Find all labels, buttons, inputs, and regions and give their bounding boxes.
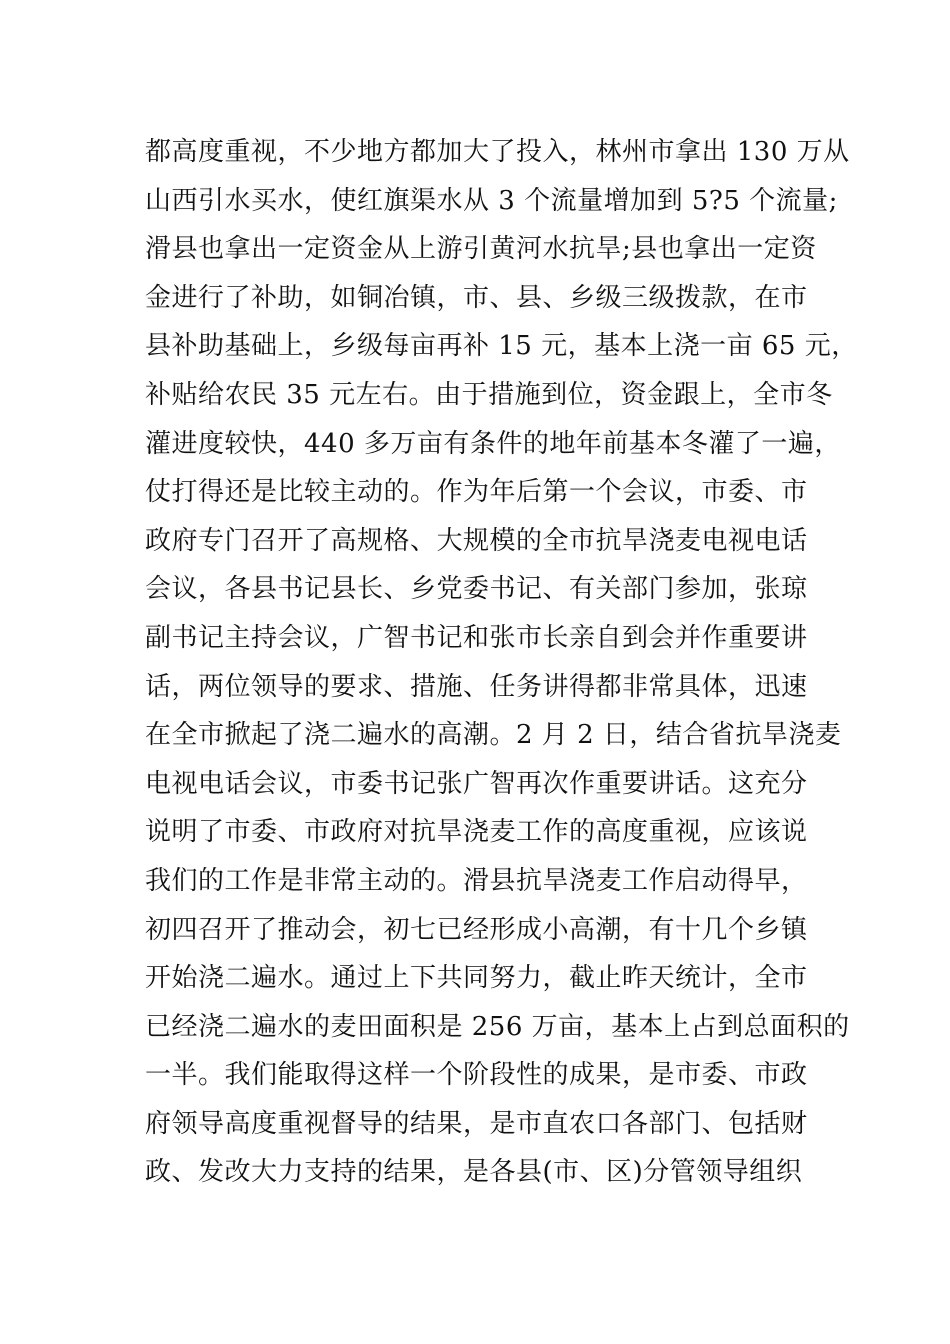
- text-line: 补贴给农民 35 元左右。由于措施到位，资金跟上，全市冬: [145, 379, 833, 410]
- text-line: 在全市掀起了浇二遍水的高潮。2 月 2 日，结合省抗旱浇麦: [145, 720, 842, 751]
- text-line: 我们的工作是非常主动的。滑县抗旱浇麦工作启动得早，: [145, 865, 808, 896]
- text-line: 说明了市委、市政府对抗旱浇麦工作的高度重视，应该说: [145, 817, 808, 848]
- text-line: 副书记主持会议，广智书记和张市长亲自到会并作重要讲: [145, 622, 808, 653]
- text-line: 政府专门召开了高规格、大规模的全市抗旱浇麦电视电话: [145, 525, 808, 556]
- text-line: 电视电话会议，市委书记张广智再次作重要讲话。这充分: [145, 768, 808, 799]
- text-line: 府领导高度重视督导的结果，是市直农口各部门、包括财: [145, 1108, 808, 1139]
- body-text: [145, 128, 858, 1197]
- text-line: 一半。我们能取得这样一个阶段性的成果，是市委、市政: [145, 1060, 808, 1091]
- text-line: 山西引水买水，使红旗渠水从 3 个流量增加到 5?5 个流量;: [145, 185, 838, 216]
- text-line: 滑县也拿出一定资金从上游引黄河水抗旱;县也拿出一定资: [145, 234, 817, 265]
- text-line: 仗打得还是比较主动的。作为年后第一个会议，市委、市: [145, 477, 808, 508]
- text-line: 政、发改大力支持的结果，是各县(市、区)分管领导组织: [145, 1157, 803, 1188]
- text-line: 已经浇二遍水的麦田面积是 256 万亩，基本上占到总面积的: [145, 1011, 850, 1042]
- text-line: 金进行了补助，如铜冶镇，市、县、乡级三级拨款，在市: [145, 282, 808, 313]
- text-line: 都高度重视，不少地方都加大了投入，林州市拿出 130 万从: [145, 137, 850, 167]
- text-line: 话，两位领导的要求、措施、任务讲得都非常具体，迅速: [145, 671, 808, 702]
- text-line: 开始浇二遍水。通过上下共同努力，截止昨天统计，全市: [145, 963, 808, 994]
- text-line: 灌进度较快，440 多万亩有条件的地年前基本冬灌了一遍，: [145, 428, 841, 459]
- text-line: 会议，各县书记县长、乡党委书记、有关部门参加，张琼: [145, 574, 808, 605]
- text-line: 县补助基础上，乡级每亩再补 15 元，基本上浇一亩 65 元，: [145, 331, 858, 362]
- text-line: 初四召开了推动会，初七已经形成小高潮，有十几个乡镇: [145, 914, 808, 945]
